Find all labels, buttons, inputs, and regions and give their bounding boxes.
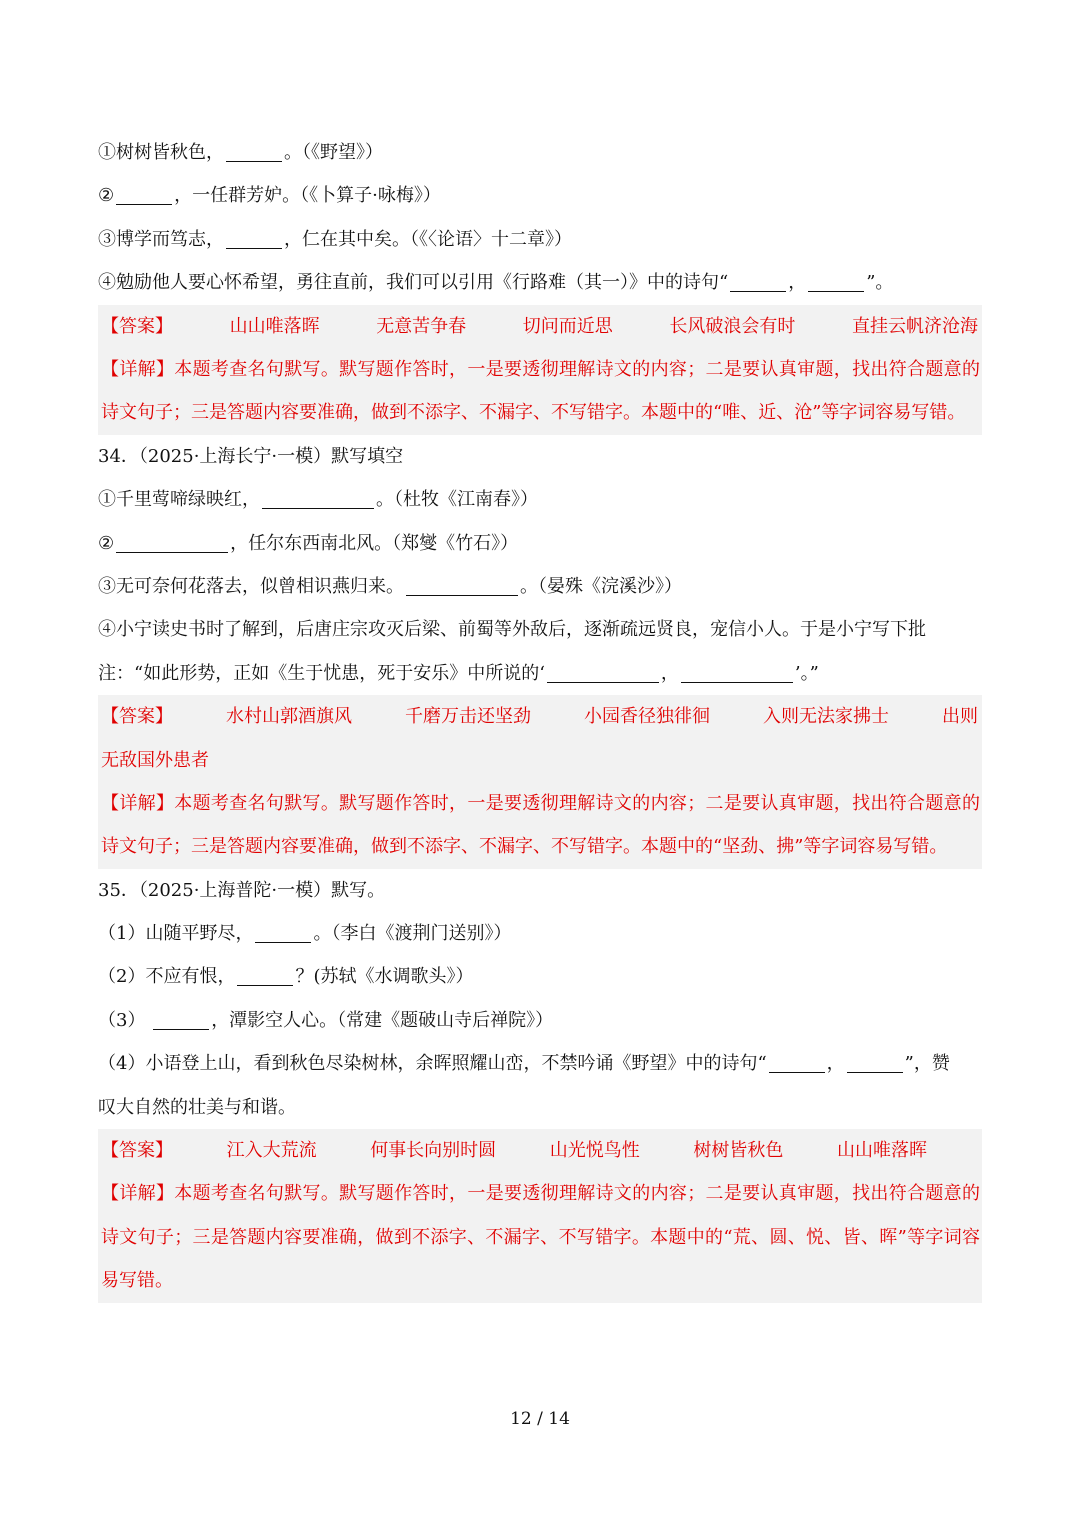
answer-item: 何事长向别时圆: [370, 1140, 497, 1162]
q35-item-2: （2）不应有恨， ？(苏轼《水调歌头》）: [98, 955, 982, 998]
answer-item: 无意苦争春: [376, 315, 467, 337]
q34-item-3: ③无可奈何花落去，似曾相识燕归来。 。（晏殊《浣溪沙》）: [98, 565, 982, 608]
q34-item-4-line-2: 注：“如此形势，正如《生于忧患，死于安乐》中所说的‘ ， ’。”: [98, 652, 982, 695]
answer-item: 切问而近思: [522, 315, 613, 337]
answer-blank: [116, 182, 172, 205]
answer-label: 【答案】: [101, 315, 173, 337]
q35-answer-row: [98, 1129, 982, 1172]
q34-detail: 【详解】本题考查名句默写。默写题作答时，一是要透彻理解诗文的内容；二是要认真审题，找出符合题意的诗文句子；三是答题内容要准确，做到不添字、不漏字、不写错字。本题中的“坚劲、拂”等字词容易写错。: [101, 792, 980, 858]
page-number: 12 / 14: [510, 1409, 570, 1429]
q35-item-4-line-1: （4）小语登上山，看到秋色尽染树林，余晖照耀山峦，不禁吟诵《野望》中的诗句“ ， ”，赞: [98, 1042, 982, 1085]
answer-blank: [262, 486, 374, 509]
q33-item-4: ④勉励他人要心怀希望，勇往直前，我们可以引用《行路难（其一）》中的诗句“ ， ”。: [98, 261, 982, 304]
q34-item-1: ①千里莺啼绿映红， 。（杜牧《江南春》）: [98, 478, 982, 521]
answer-item: 直挂云帆济沧海: [851, 315, 978, 337]
q34-answer-row: [98, 695, 982, 738]
answer-blank: [237, 963, 293, 986]
q33-answer-row: [98, 305, 982, 348]
answer-label: 【答案】: [101, 706, 173, 728]
q35-title: 35．（2025·上海普陀·一模）默写。: [98, 879, 386, 901]
q34-answer-continued: 无敌国外患者: [101, 749, 209, 771]
answer-blank: [847, 1050, 903, 1073]
q34-item-4-line-1: ④小宁读史书时了解到，后唐庄宗攻灭后梁、前蜀等外敌后，逐渐疏远贤良，宠信小人。于是小宁写下批: [98, 619, 926, 641]
q33-item-1: ①树树皆秋色， 。（《野望》）: [98, 131, 982, 174]
answer-item: 水村山郭酒旗风: [226, 706, 352, 728]
q33-item-3: ③博学而笃志， ，仁在其中矣。（《〈论语〉十二章》）: [98, 218, 982, 261]
answer-item: 小园香径独徘徊: [584, 706, 710, 728]
answer-blank: [730, 269, 786, 292]
answer-blank: [255, 920, 311, 943]
answer-item: 入则无法家拂士: [763, 706, 889, 728]
answer-blank: [153, 1007, 209, 1030]
q35-item-3: （3） ，潭影空人心。（常建《题破山寺后禅院》）: [98, 999, 982, 1042]
q33-detail: 【详解】本题考查名句默写。默写题作答时，一是要透彻理解诗文的内容；二是要认真审题，找出符合题意的诗文句子；三是答题内容要准确，做到不添字、不漏字、不写错字。本题中的“唯、近、沧”等字词容易写错。: [101, 358, 980, 424]
answer-blank: [116, 530, 228, 553]
q33-item-2: ② ，一任群芳妒。（《卜算子·咏梅》）: [98, 174, 982, 217]
q34-title: 34．（2025·上海长宁·一模）默写填空: [98, 445, 404, 467]
answer-blank: [406, 573, 518, 596]
q35-answer-box: [98, 1129, 982, 1303]
answer-item: 树树皆秋色: [693, 1140, 784, 1162]
answer-blank: [681, 660, 793, 683]
answer-blank: [226, 139, 282, 162]
answer-blank: [226, 226, 282, 249]
answer-item: 江入大荒流: [226, 1140, 317, 1162]
answer-item: 长风破浪会有时: [669, 315, 796, 337]
q33-answer-box: [98, 305, 982, 435]
page-content: [98, 131, 982, 1303]
q34-answer-box: [98, 695, 982, 869]
answer-item: 出则: [942, 706, 978, 728]
q34-item-2: ② ，任尔东西南北风。（郑燮《竹石》）: [98, 522, 982, 565]
answer-item: 山山唯落晖: [229, 315, 320, 337]
answer-item: 山光悦鸟性: [549, 1140, 640, 1162]
answer-item: 山山唯落晖: [836, 1140, 927, 1162]
q35-item-1: （1）山随平野尽， 。（李白《渡荆门送别》）: [98, 912, 982, 955]
answer-item: 千磨万击还坚劲: [405, 706, 531, 728]
answer-label: 【答案】: [101, 1140, 173, 1162]
q35-item-4-line-2: 叹大自然的壮美与和谐。: [98, 1096, 296, 1118]
answer-blank: [547, 660, 659, 683]
answer-blank: [808, 269, 864, 292]
answer-blank: [769, 1050, 825, 1073]
q35-detail: 【详解】本题考查名句默写。默写题作答时，一是要透彻理解诗文的内容；二是要认真审题，找出符合题意的诗文句子；三是答题内容要准确，做到不添字、不漏字、不写错字。本题中的“荒、圆、悦、皆、晖”等字词容易写错。: [101, 1183, 980, 1292]
